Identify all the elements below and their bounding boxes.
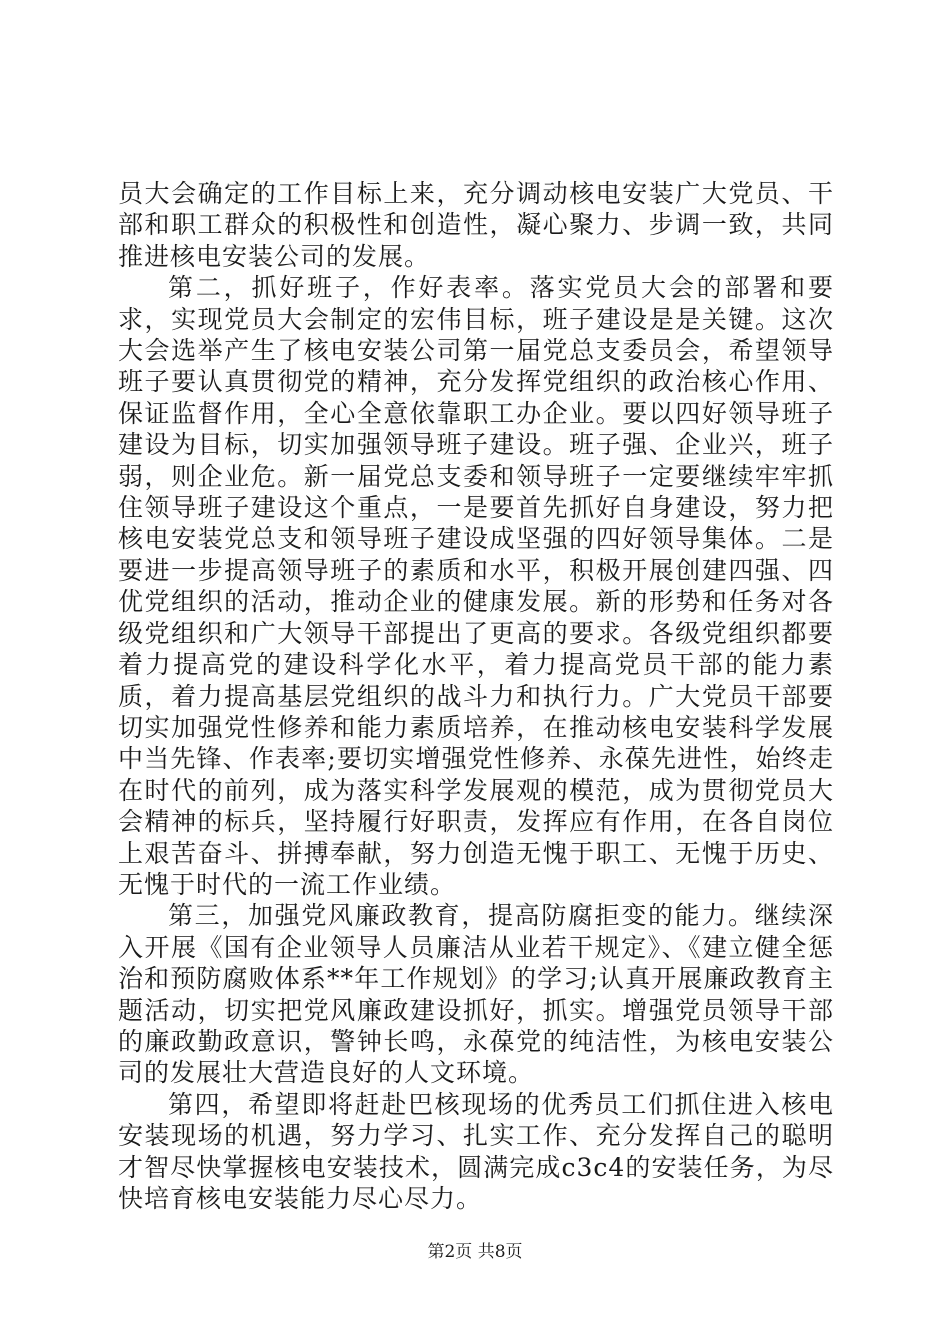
paragraph-3: 第三，加强党风廉政教育，提高防腐拒变的能力。继续深入开展《国有企业领导人员廉洁从业若干规定》、《建立健全惩治和预防腐败体系**年工作规划》的学习;认真开展廉政教育主题活动，切实把党风廉政建设抓好，抓实。增强党员领导干部的廉政勤政意识，警钟长鸣，永葆党的纯洁性，为核电安装公司的发展壮大营造良好的人文环境。	[118, 901, 834, 1088]
paragraph-2: 第二，抓好班子，作好表率。落实党员大会的部署和要求，实现党员大会制定的宏伟目标，班子建设是是关键。这次大会选举产生了核电安装公司第一届党总支委员会，希望领导班子要认真贯彻党的精神，充分发挥党组织的政治核心作用、保证监督作用，全心全意依靠职工办企业。要以四好领导班子建设为目标，切实加强领导班子建设。班子强、企业兴，班子弱，则企业危。新一届党总支委和领导班子一定要继续牢牢抓住领导班子建设这个重点，一是要首先抓好自身建设，努力把核电安装党总支和领导班子建设成坚强的四好领导集体。二是要进一步提高领导班子的素质和水平，积极开展创建四强、四优党组织的活动，推动企业的健康发展。新的形势和任务对各级党组织和广大领导干部提出了更高的要求。各级党组织都要着力提高党的建设科学化水平，着力提高党员干部的能力素质，着力提高基层党组织的战斗力和执行力。广大党员干部要切实加强党性修养和能力素质培养，在推动核电安装科学发展中当先锋、作表率;要切实增强党性修养、永葆先进性，始终走在时代的前列，成为落实科学发展观的模范，成为贯彻党员大会精神的标兵，坚持履行好职责，发挥应有作用，在各自岗位上艰苦奋斗、拼搏奉献，努力创造无愧于职工、无愧于历史、无愧于时代的一流工作业绩。	[118, 273, 834, 899]
paragraph-4: 第四，希望即将赶赴巴核现场的优秀员工们抓住进入核电安装现场的机遇，努力学习、扎实工作、充分发挥自己的聪明才智尽快掌握核电安装技术，圆满完成c3c4的安装任务，为尽快培育核电安装能力尽心尽力。	[118, 1089, 834, 1213]
paragraph-1: 员大会确定的工作目标上来，充分调动核电安装广大党员、干部和职工群众的积极性和创造性，凝心聚力、步调一致，共同推进核电安装公司的发展。	[118, 179, 834, 271]
body-text	[118, 178, 834, 1214]
page-number: 第2页 共8页	[427, 1242, 523, 1262]
